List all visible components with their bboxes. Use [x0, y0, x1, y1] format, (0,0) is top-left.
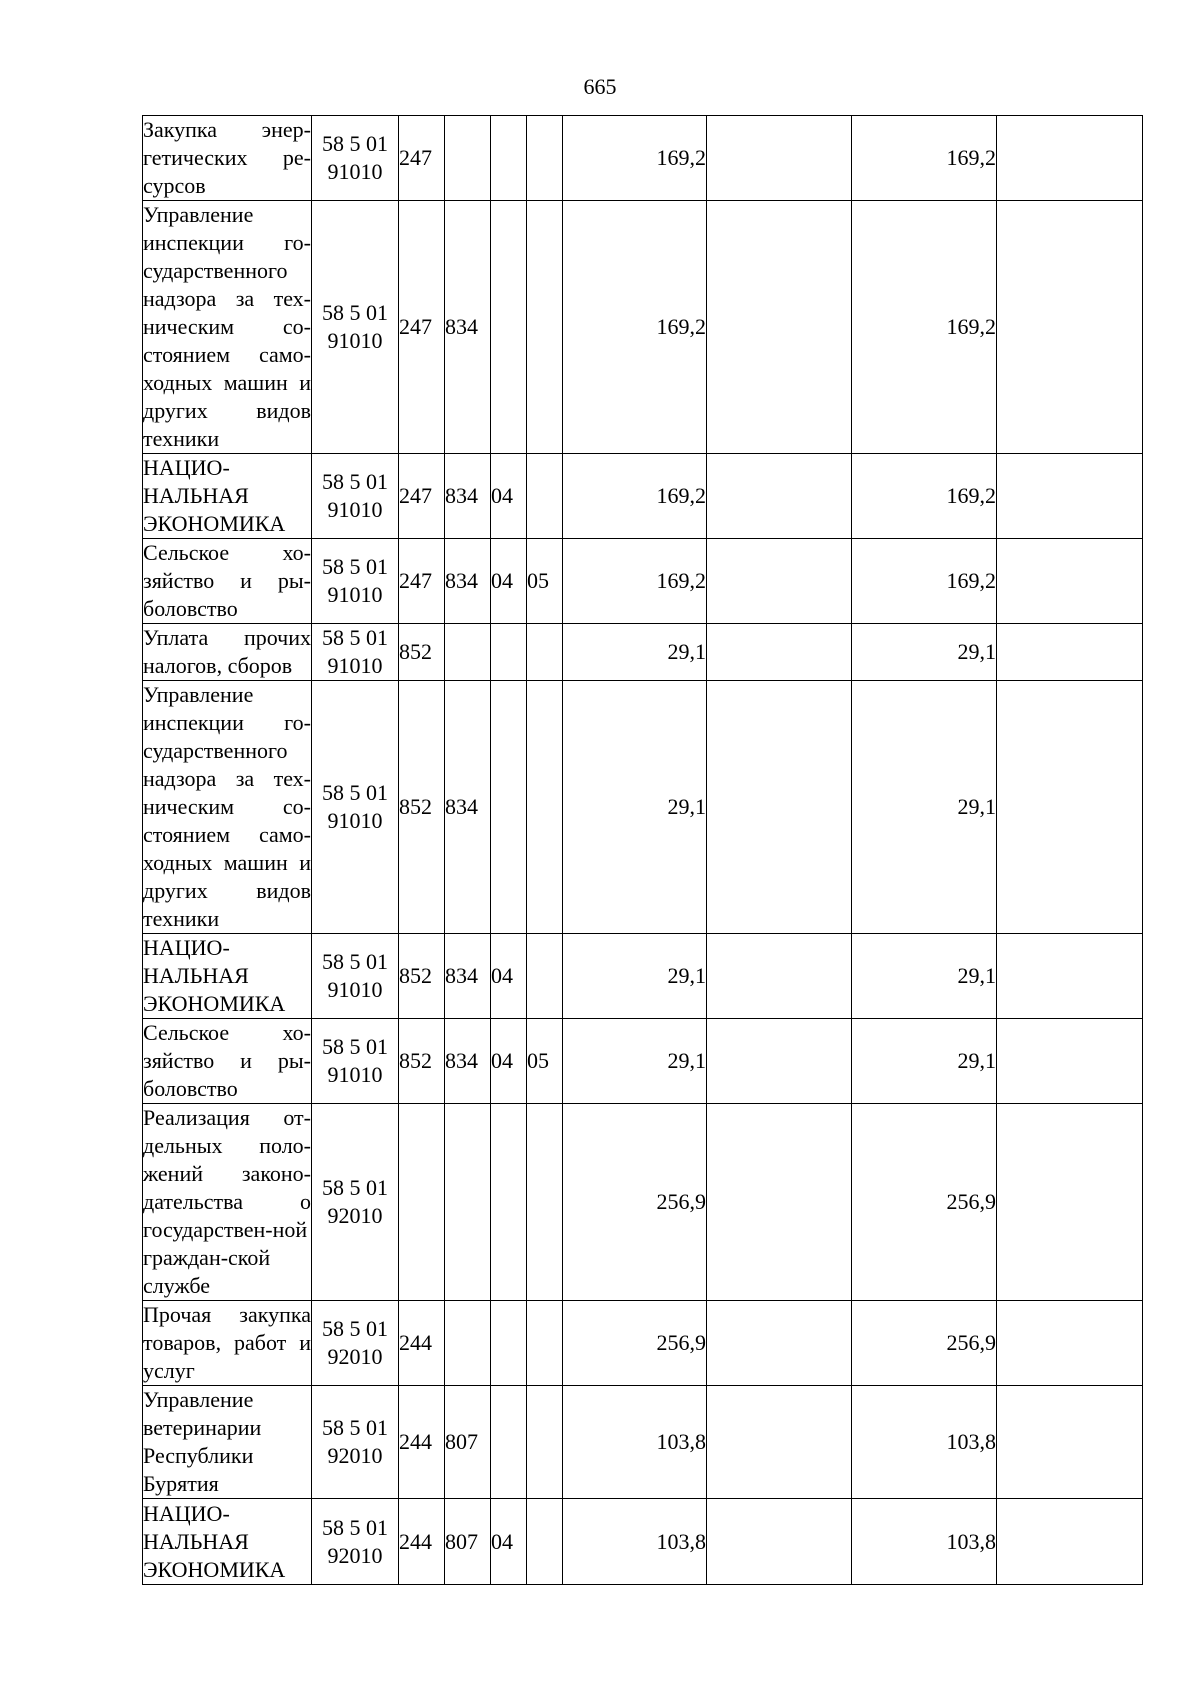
row-expense-type: 852 — [399, 681, 445, 934]
row-subsection: 05 — [527, 1019, 563, 1104]
row-empty-1 — [707, 1301, 852, 1386]
row-sum-2: 103,8 — [852, 1386, 997, 1499]
row-sum-1: 169,2 — [563, 454, 707, 539]
row-sum-1: 103,8 — [563, 1386, 707, 1499]
row-expense-type: 852 — [399, 1019, 445, 1104]
row-ministry — [445, 116, 491, 201]
row-sum-1: 256,9 — [563, 1104, 707, 1301]
row-code: 58 5 01 91010 — [312, 454, 399, 539]
row-empty-1 — [707, 681, 852, 934]
row-empty-1 — [707, 1499, 852, 1585]
row-name: НАЦИО-НАЛЬНАЯ ЭКОНОМИКА — [143, 934, 312, 1019]
row-sum-2: 256,9 — [852, 1104, 997, 1301]
row-sum-1: 256,9 — [563, 1301, 707, 1386]
row-subsection — [527, 1499, 563, 1585]
row-code: 58 5 01 91010 — [312, 681, 399, 934]
row-ministry — [445, 624, 491, 681]
row-subsection — [527, 201, 563, 454]
row-subsection — [527, 1386, 563, 1499]
row-sum-2: 29,1 — [852, 681, 997, 934]
row-name: Сельское хо-зяйство и ры-боловство — [143, 539, 312, 624]
row-subsection — [527, 681, 563, 934]
row-section — [491, 1104, 527, 1301]
row-code: 58 5 01 91010 — [312, 201, 399, 454]
row-section — [491, 1386, 527, 1499]
row-section — [491, 116, 527, 201]
row-sum-1: 29,1 — [563, 934, 707, 1019]
row-ministry: 834 — [445, 681, 491, 934]
row-code: 58 5 01 92010 — [312, 1104, 399, 1301]
row-expense-type: 247 — [399, 116, 445, 201]
row-section — [491, 201, 527, 454]
table-row — [143, 624, 1143, 681]
row-name: Уплата прочих налогов, сборов — [143, 624, 312, 681]
table-row — [143, 681, 1143, 934]
row-code: 58 5 01 92010 — [312, 1499, 399, 1585]
table-row — [143, 1019, 1143, 1104]
table-row — [143, 1386, 1143, 1499]
row-name: Управление ветеринарии Республики Бурятия — [143, 1386, 312, 1499]
row-subsection — [527, 624, 563, 681]
row-sum-1: 29,1 — [563, 624, 707, 681]
row-code: 58 5 01 91010 — [312, 539, 399, 624]
row-name: НАЦИО-НАЛЬНАЯ ЭКОНОМИКА — [143, 454, 312, 539]
row-subsection — [527, 454, 563, 539]
row-empty-2 — [997, 1104, 1143, 1301]
row-name: Управление инспекции го-сударственного надзора за тех-ническим со-стоянием само-ходных машин и других видов техники — [143, 681, 312, 934]
row-empty-1 — [707, 454, 852, 539]
row-empty-1 — [707, 116, 852, 201]
row-expense-type — [399, 1104, 445, 1301]
row-empty-1 — [707, 201, 852, 454]
row-sum-1: 169,2 — [563, 539, 707, 624]
row-sum-2: 103,8 — [852, 1499, 997, 1585]
row-name: Реализация от-дельных поло-жений законо-дательства о государствен-ной граждан-ской службе — [143, 1104, 312, 1301]
row-subsection — [527, 1301, 563, 1386]
row-name: Управление инспекции го-сударственного надзора за тех-ническим со-стоянием само-ходных машин и других видов техники — [143, 201, 312, 454]
row-expense-type: 247 — [399, 539, 445, 624]
page-number: 665 — [583, 74, 617, 99]
table-row — [143, 116, 1143, 201]
row-empty-2 — [997, 934, 1143, 1019]
table-row — [143, 1499, 1143, 1585]
row-code: 58 5 01 92010 — [312, 1301, 399, 1386]
row-empty-1 — [707, 1386, 852, 1499]
row-ministry: 834 — [445, 539, 491, 624]
row-empty-1 — [707, 1019, 852, 1104]
row-code: 58 5 01 91010 — [312, 934, 399, 1019]
row-code: 58 5 01 92010 — [312, 1386, 399, 1499]
table-row — [143, 454, 1143, 539]
row-ministry: 807 — [445, 1386, 491, 1499]
row-sum-1: 29,1 — [563, 681, 707, 934]
table-row — [143, 1104, 1143, 1301]
row-empty-2 — [997, 1301, 1143, 1386]
row-expense-type: 247 — [399, 454, 445, 539]
row-empty-2 — [997, 1386, 1143, 1499]
row-code: 58 5 01 91010 — [312, 624, 399, 681]
row-section: 04 — [491, 934, 527, 1019]
row-empty-2 — [997, 1499, 1143, 1585]
row-code: 58 5 01 91010 — [312, 116, 399, 201]
row-name: Закупка энер-гетических ре-сурсов — [143, 116, 312, 201]
row-empty-2 — [997, 681, 1143, 934]
row-empty-1 — [707, 539, 852, 624]
row-ministry — [445, 1301, 491, 1386]
row-sum-2: 256,9 — [852, 1301, 997, 1386]
row-empty-2 — [997, 1019, 1143, 1104]
table-row — [143, 201, 1143, 454]
row-sum-2: 169,2 — [852, 116, 997, 201]
row-sum-1: 169,2 — [563, 201, 707, 454]
row-sum-1: 29,1 — [563, 1019, 707, 1104]
row-name: Сельское хо-зяйство и ры-боловство — [143, 1019, 312, 1104]
row-empty-2 — [997, 116, 1143, 201]
table-row — [143, 539, 1143, 624]
row-subsection — [527, 116, 563, 201]
row-expense-type: 244 — [399, 1386, 445, 1499]
row-subsection — [527, 1104, 563, 1301]
row-expense-type: 852 — [399, 934, 445, 1019]
row-name: Прочая закупка товаров, работ и услуг — [143, 1301, 312, 1386]
row-ministry: 834 — [445, 201, 491, 454]
row-empty-1 — [707, 934, 852, 1019]
row-section: 04 — [491, 539, 527, 624]
row-empty-1 — [707, 624, 852, 681]
row-empty-2 — [997, 539, 1143, 624]
row-sum-2: 29,1 — [852, 1019, 997, 1104]
row-section — [491, 624, 527, 681]
row-sum-1: 169,2 — [563, 116, 707, 201]
row-sum-2: 169,2 — [852, 539, 997, 624]
row-section — [491, 681, 527, 934]
table-row — [143, 934, 1143, 1019]
row-section: 04 — [491, 1019, 527, 1104]
row-section: 04 — [491, 1499, 527, 1585]
row-section — [491, 1301, 527, 1386]
row-ministry: 807 — [445, 1499, 491, 1585]
row-expense-type: 247 — [399, 201, 445, 454]
row-expense-type: 244 — [399, 1301, 445, 1386]
row-expense-type: 244 — [399, 1499, 445, 1585]
row-section: 04 — [491, 454, 527, 539]
row-subsection: 05 — [527, 539, 563, 624]
row-sum-2: 169,2 — [852, 201, 997, 454]
row-sum-2: 29,1 — [852, 934, 997, 1019]
row-expense-type: 852 — [399, 624, 445, 681]
row-ministry: 834 — [445, 1019, 491, 1104]
row-sum-2: 29,1 — [852, 624, 997, 681]
row-ministry: 834 — [445, 934, 491, 1019]
row-ministry — [445, 1104, 491, 1301]
row-empty-2 — [997, 201, 1143, 454]
row-sum-2: 169,2 — [852, 454, 997, 539]
row-empty-1 — [707, 1104, 852, 1301]
table-row — [143, 1301, 1143, 1386]
budget-table — [142, 115, 1143, 1585]
row-ministry: 834 — [445, 454, 491, 539]
row-sum-1: 103,8 — [563, 1499, 707, 1585]
row-empty-2 — [997, 454, 1143, 539]
row-code: 58 5 01 91010 — [312, 1019, 399, 1104]
row-name: НАЦИО-НАЛЬНАЯ ЭКОНОМИКА — [143, 1499, 312, 1585]
row-subsection — [527, 934, 563, 1019]
row-empty-2 — [997, 624, 1143, 681]
